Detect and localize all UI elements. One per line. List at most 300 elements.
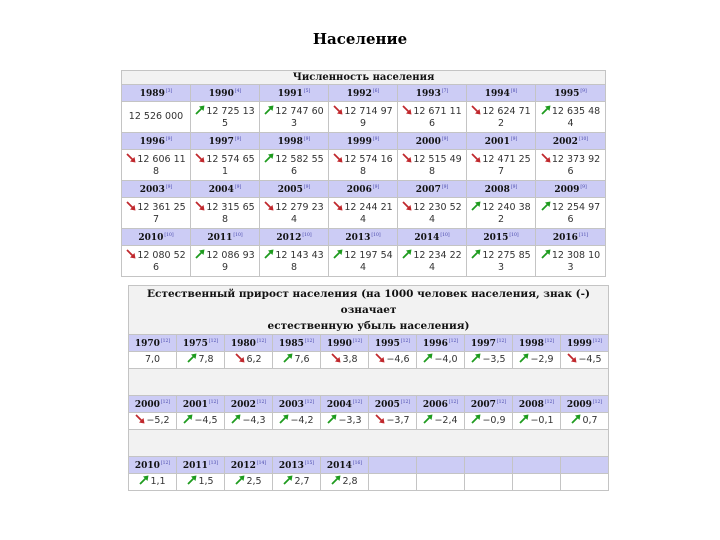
year-label: 1992 [346, 89, 372, 99]
footnote-link[interactable]: [5] [303, 89, 311, 94]
value-text: 12 361 25 7 [137, 201, 186, 225]
trend-down-icon [471, 153, 481, 163]
year-label: 2012 [230, 461, 256, 471]
value-cell [513, 413, 561, 430]
trend-down-icon [264, 201, 274, 211]
year-header [561, 396, 609, 413]
trend-up-icon [471, 414, 481, 424]
value-text: 1,1 [150, 476, 166, 487]
value-cell [191, 198, 260, 229]
footnote-link[interactable]: [9] [580, 89, 587, 94]
year-label: 1997 [470, 339, 496, 349]
year-header [417, 457, 465, 474]
year-label: 2014 [326, 461, 352, 471]
value-cell [260, 150, 329, 181]
year-header [561, 335, 609, 352]
value-text: 2,5 [246, 476, 262, 487]
trend-down-icon [375, 353, 385, 363]
footnote-link[interactable]: [10] [578, 137, 589, 142]
value-cell [129, 352, 177, 369]
value-cell [122, 102, 191, 133]
value-text: −5,2 [146, 415, 170, 426]
year-label: 1996 [422, 339, 448, 349]
value-cell [398, 246, 467, 277]
growth-caption [129, 286, 609, 335]
value-cell [513, 352, 561, 369]
year-header [273, 335, 321, 352]
value-text: 12 080 52 6 [137, 249, 186, 273]
value-cell [467, 246, 536, 277]
year-label: 2002 [230, 400, 256, 410]
year-label: 2008 [484, 185, 510, 195]
footnote-link[interactable]: [12] [544, 400, 555, 405]
value-cell [191, 246, 260, 277]
footnote-link[interactable]: [12] [592, 400, 603, 405]
year-label: 2011 [207, 233, 233, 243]
year-label: 1993 [415, 89, 441, 99]
trend-up-icon [471, 249, 481, 259]
year-header [122, 229, 191, 246]
trend-up-icon [235, 475, 245, 485]
value-text: 12 373 92 6 [551, 153, 601, 177]
year-label: 1998 [277, 137, 303, 147]
footnote-link[interactable]: [6] [372, 89, 380, 94]
value-cell [329, 150, 398, 181]
value-text: 12 308 10 3 [551, 249, 601, 273]
year-label: 2006 [422, 400, 448, 410]
trend-up-icon [183, 414, 193, 424]
year-header [321, 396, 369, 413]
year-header [177, 335, 225, 352]
year-header [561, 457, 609, 474]
value-text: 2,7 [294, 476, 310, 487]
year-label: 1989 [139, 89, 165, 99]
year-header [417, 335, 465, 352]
value-text: 12 526 000 [128, 111, 184, 122]
trend-down-icon [402, 105, 412, 115]
value-cell [225, 352, 273, 369]
value-text: 12 086 93 9 [206, 249, 255, 273]
value-cell [122, 150, 191, 181]
year-header [467, 229, 536, 246]
value-text: −2,4 [434, 415, 458, 426]
value-text: −4,5 [194, 415, 218, 426]
footnote-link[interactable]: [12] [400, 400, 411, 405]
value-cell [369, 352, 417, 369]
value-cell [129, 413, 177, 430]
value-text: 12 574 65 1 [206, 153, 255, 177]
value-text: 12 143 43 8 [275, 249, 324, 273]
footnote-link[interactable]: [12] [304, 339, 315, 344]
year-label: 2004 [326, 400, 352, 410]
footnote-link[interactable]: [12] [160, 461, 171, 466]
trend-down-icon [333, 201, 343, 211]
trend-down-icon [331, 353, 341, 363]
year-label: 2001 [182, 400, 208, 410]
value-cell [536, 246, 606, 277]
year-label: 2007 [415, 185, 441, 195]
trend-down-icon [402, 153, 412, 163]
trend-up-icon [195, 249, 205, 259]
value-cell [329, 102, 398, 133]
year-header [225, 396, 273, 413]
year-label: 2009 [554, 185, 580, 195]
footnote-link[interactable]: [9] [441, 185, 449, 190]
year-header [177, 396, 225, 413]
year-label: 2012 [276, 233, 302, 243]
year-header [329, 229, 398, 246]
year-label: 1996 [139, 137, 165, 147]
value-cell [561, 413, 609, 430]
value-cell [536, 198, 606, 229]
year-label: 2003 [139, 185, 165, 195]
year-label: 1990 [208, 89, 234, 99]
value-text: 12 240 38 2 [482, 201, 531, 225]
value-cell [122, 246, 191, 277]
footnote-link[interactable]: [12] [160, 339, 171, 344]
footnote-link[interactable]: [12] [592, 339, 603, 344]
footnote-link[interactable]: [11] [578, 233, 589, 238]
year-header [191, 181, 260, 198]
footnote-link[interactable]: [8] [510, 89, 518, 94]
trend-up-icon [541, 201, 551, 211]
year-header [191, 229, 260, 246]
value-text: −3,7 [386, 415, 410, 426]
footnote-link[interactable]: [12] [304, 400, 315, 405]
value-text: 12 725 13 5 [206, 105, 255, 129]
footnote-link[interactable]: [9] [510, 185, 518, 190]
value-text: 12 197 54 4 [344, 249, 393, 273]
year-label: 1997 [208, 137, 234, 147]
footnote-link[interactable]: [9] [510, 137, 518, 142]
year-label: 2014 [414, 233, 440, 243]
year-label: 2006 [346, 185, 372, 195]
footnote-link[interactable]: [9] [372, 185, 380, 190]
value-cell [191, 102, 260, 133]
trend-up-icon [283, 353, 293, 363]
value-text: −4,6 [386, 354, 410, 365]
year-header [122, 181, 191, 198]
value-text: −3,3 [338, 415, 362, 426]
year-header [465, 457, 513, 474]
trend-up-icon [327, 414, 337, 424]
year-header [321, 335, 369, 352]
value-text: 1,5 [198, 476, 214, 487]
value-text: 12 574 16 8 [344, 153, 393, 177]
value-cell [467, 150, 536, 181]
trend-up-icon [423, 414, 433, 424]
value-text: 12 635 48 4 [551, 105, 601, 129]
trend-down-icon [126, 153, 136, 163]
year-header [191, 133, 260, 150]
year-header [329, 133, 398, 150]
value-cell [465, 413, 513, 430]
year-header [273, 457, 321, 474]
value-cell [536, 150, 606, 181]
trend-down-icon [195, 153, 205, 163]
value-text: 7,8 [198, 354, 214, 365]
trend-up-icon [187, 353, 197, 363]
trend-up-icon [187, 475, 197, 485]
footnote-link[interactable]: [13] [208, 461, 219, 466]
footnote-link[interactable]: [9] [303, 185, 311, 190]
year-label: 1991 [277, 89, 303, 99]
trend-up-icon [571, 414, 581, 424]
year-header [260, 229, 329, 246]
footnote-link[interactable]: [12] [160, 400, 171, 405]
year-label: 2004 [208, 185, 234, 195]
year-header [536, 133, 606, 150]
value-cell [122, 198, 191, 229]
footnote-link[interactable]: [12] [496, 400, 507, 405]
trend-down-icon [135, 414, 145, 424]
year-header [129, 457, 177, 474]
value-cell [225, 413, 273, 430]
value-text: 6,2 [246, 354, 262, 365]
value-cell [273, 413, 321, 430]
trend-up-icon [519, 414, 529, 424]
trend-down-icon [126, 249, 136, 259]
year-header [467, 85, 536, 102]
year-header [129, 335, 177, 352]
value-cell [329, 198, 398, 229]
trend-up-icon [264, 249, 274, 259]
value-text: 12 279 23 4 [275, 201, 324, 225]
value-text: 12 254 97 6 [551, 201, 601, 225]
value-cell [465, 474, 513, 491]
footnote-link[interactable]: [9] [234, 185, 242, 190]
year-label: 2010 [134, 461, 160, 471]
value-text: 12 624 71 2 [482, 105, 531, 129]
footnote-link[interactable]: [10] [371, 233, 381, 238]
trend-down-icon [541, 153, 551, 163]
year-header [260, 133, 329, 150]
value-text: 2,8 [342, 476, 358, 487]
year-header [536, 181, 606, 198]
value-cell [467, 102, 536, 133]
footnote-link[interactable]: [10] [164, 233, 174, 238]
trend-up-icon [423, 353, 433, 363]
value-text: 12 671 11 6 [413, 105, 462, 129]
year-header [321, 457, 369, 474]
year-header [177, 457, 225, 474]
year-header [369, 335, 417, 352]
trend-up-icon [402, 249, 412, 259]
footnote-link[interactable]: [9] [303, 137, 311, 142]
value-text: 12 515 49 8 [413, 153, 462, 177]
trend-down-icon [402, 201, 412, 211]
footnote-link[interactable]: [12] [448, 400, 459, 405]
trend-up-icon [283, 475, 293, 485]
value-text: −3,5 [482, 354, 506, 365]
year-label: 1998 [518, 339, 544, 349]
value-text: 12 747 60 3 [275, 105, 324, 129]
value-cell [417, 474, 465, 491]
footnote-link[interactable]: [9] [234, 137, 242, 142]
value-cell [191, 150, 260, 181]
year-header [122, 85, 191, 102]
footnote-link[interactable]: [12] [448, 339, 459, 344]
value-text: 3,8 [342, 354, 358, 365]
year-header [513, 457, 561, 474]
value-text: −0,9 [482, 415, 506, 426]
year-label: 2002 [552, 137, 578, 147]
growth-caption-line2: естественную убыль населения) [267, 320, 470, 332]
population-caption: Численность населения [122, 71, 606, 85]
year-header [369, 457, 417, 474]
trend-down-icon [375, 414, 385, 424]
year-header [369, 396, 417, 413]
year-label: 2013 [345, 233, 371, 243]
footnote-link[interactable]: [10] [509, 233, 519, 238]
population-table [121, 70, 606, 277]
trend-down-icon [195, 201, 205, 211]
year-header [513, 335, 561, 352]
value-cell [260, 198, 329, 229]
year-label: 2001 [484, 137, 510, 147]
year-label: 2016 [552, 233, 578, 243]
year-header [225, 335, 273, 352]
value-text: 7,6 [294, 354, 310, 365]
year-header [129, 396, 177, 413]
footnote-link[interactable]: [15] [304, 461, 315, 466]
value-cell [417, 413, 465, 430]
year-header [260, 85, 329, 102]
year-label: 1975 [182, 339, 208, 349]
footnote-link[interactable]: [12] [496, 339, 507, 344]
year-header [398, 133, 467, 150]
value-cell [417, 352, 465, 369]
year-label: 1980 [230, 339, 256, 349]
year-label: 2015 [483, 233, 509, 243]
value-text: 12 315 65 8 [206, 201, 255, 225]
trend-up-icon [264, 105, 274, 115]
footnote-link[interactable]: [9] [580, 185, 587, 190]
trend-down-icon [567, 353, 577, 363]
value-cell [321, 474, 369, 491]
footnote-link[interactable]: [12] [256, 400, 267, 405]
footnote-link[interactable]: [12] [544, 339, 555, 344]
year-label: 2007 [470, 400, 496, 410]
value-cell [177, 474, 225, 491]
value-cell [465, 352, 513, 369]
value-cell [321, 413, 369, 430]
year-header [329, 85, 398, 102]
value-text: −0,1 [530, 415, 554, 426]
trend-down-icon [333, 105, 343, 115]
year-header [260, 181, 329, 198]
trend-up-icon [471, 201, 481, 211]
value-cell [273, 352, 321, 369]
value-cell [177, 413, 225, 430]
year-header [467, 133, 536, 150]
footnote-link[interactable]: [14] [256, 461, 267, 466]
year-header [467, 181, 536, 198]
value-text: 12 471 25 7 [482, 153, 531, 177]
trend-up-icon [471, 353, 481, 363]
value-text: −4,0 [434, 354, 458, 365]
value-cell [129, 474, 177, 491]
spacer-row [129, 430, 609, 457]
value-text: 12 230 52 4 [413, 201, 462, 225]
footnote-link[interactable]: [9] [441, 137, 449, 142]
footnote-link[interactable]: [9] [372, 137, 380, 142]
value-text: −4,3 [242, 415, 266, 426]
trend-up-icon [333, 249, 343, 259]
value-text: 12 582 55 6 [275, 153, 324, 177]
value-text: 12 275 85 3 [482, 249, 531, 273]
footnote-link[interactable]: [12] [400, 339, 411, 344]
year-label: 2000 [415, 137, 441, 147]
footnote-link[interactable]: [9] [165, 185, 173, 190]
value-cell [273, 474, 321, 491]
year-header [329, 181, 398, 198]
trend-up-icon [519, 353, 529, 363]
footnote-link[interactable]: [4] [234, 89, 242, 94]
trend-up-icon [139, 475, 149, 485]
value-cell [260, 102, 329, 133]
footnote-link[interactable]: [12] [208, 339, 219, 344]
year-label: 1995 [554, 89, 580, 99]
page-title: Население [312, 30, 408, 48]
year-label: 1999 [346, 137, 372, 147]
footnote-link[interactable]: [16] [352, 461, 363, 466]
value-cell [321, 352, 369, 369]
footnote-link[interactable]: [12] [352, 339, 363, 344]
trend-down-icon [235, 353, 245, 363]
year-header [513, 396, 561, 413]
year-header [398, 181, 467, 198]
value-cell [177, 352, 225, 369]
footnote-link[interactable]: [10] [440, 233, 450, 238]
trend-up-icon [279, 414, 289, 424]
value-cell [536, 102, 606, 133]
year-header [417, 396, 465, 413]
value-text: −2,9 [530, 354, 554, 365]
value-text: 7,0 [144, 354, 161, 365]
footnote-link[interactable]: [7] [441, 89, 449, 94]
year-label: 2009 [566, 400, 592, 410]
value-cell [513, 474, 561, 491]
footnote-link[interactable]: [10] [302, 233, 312, 238]
footnote-link[interactable]: [9] [165, 137, 173, 142]
year-label: 2003 [278, 400, 304, 410]
trend-up-icon [195, 105, 205, 115]
growth-caption-line1: Естественный прирост населения (на 1000 человек населения, знак (-) означает [147, 288, 590, 316]
trend-down-icon [471, 105, 481, 115]
year-label: 2008 [518, 400, 544, 410]
year-label: 1994 [484, 89, 510, 99]
footnote-link[interactable]: [12] [352, 400, 363, 405]
value-text: 12 606 11 8 [137, 153, 186, 177]
year-header [465, 335, 513, 352]
year-label: 2005 [374, 400, 400, 410]
year-label: 1985 [278, 339, 304, 349]
footnote-link[interactable]: [12] [256, 339, 267, 344]
trend-down-icon [333, 153, 343, 163]
year-label: 1995 [374, 339, 400, 349]
trend-up-icon [231, 414, 241, 424]
footnote-link[interactable]: [12] [208, 400, 219, 405]
footnote-link[interactable]: [3] [165, 89, 173, 94]
year-header [398, 229, 467, 246]
value-text: 12 244 21 4 [344, 201, 393, 225]
value-text: 12 234 22 4 [413, 249, 462, 273]
value-cell [398, 102, 467, 133]
footnote-link[interactable]: [10] [233, 233, 243, 238]
spacer-row [129, 369, 609, 396]
value-cell [398, 150, 467, 181]
